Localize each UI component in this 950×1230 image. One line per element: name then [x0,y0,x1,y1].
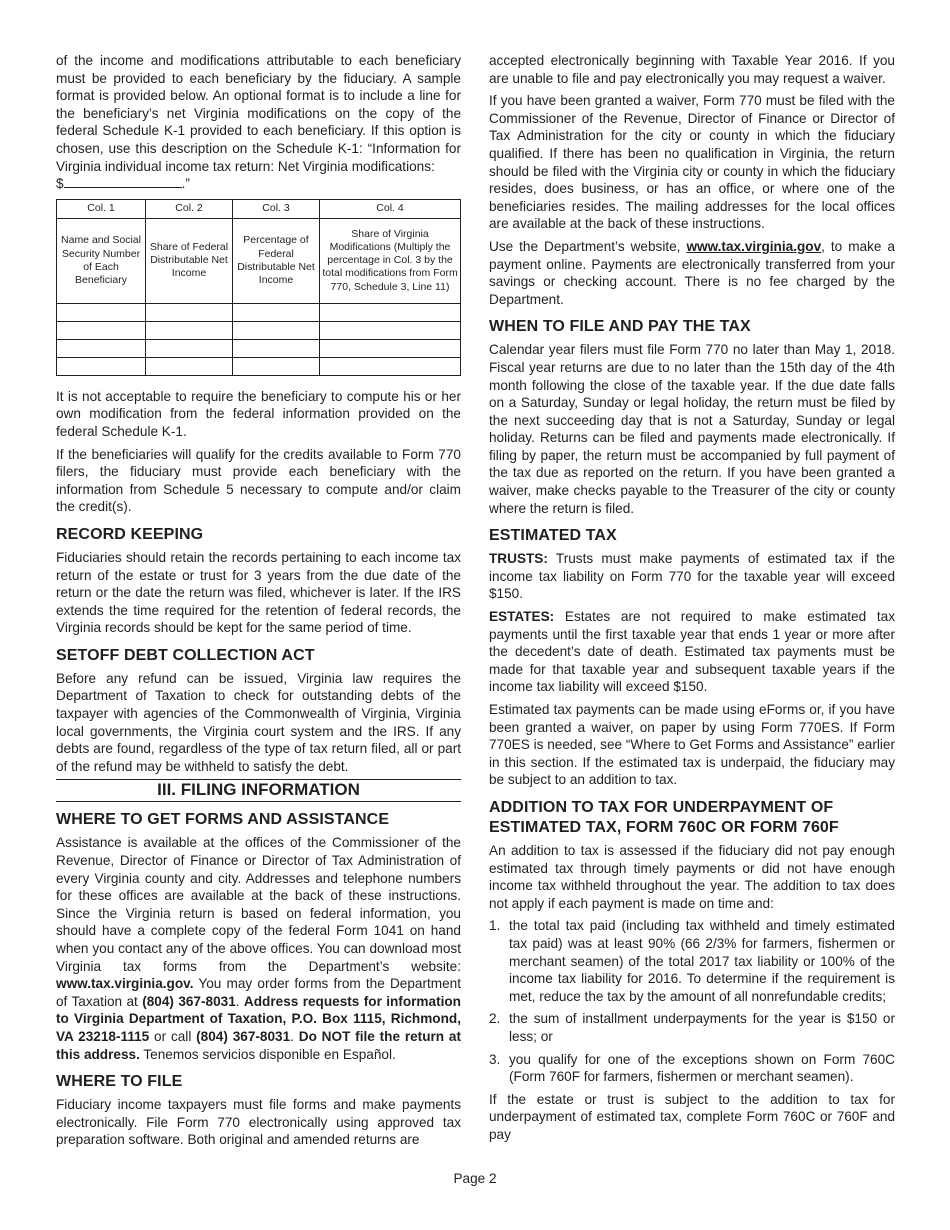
list-item: 1. the total tax paid (including tax withheld and timely estimated tax paid) was at least 90% (66 2/3% for farmers, fishermen or merchant seamen) of the total 2017 tax liability or 100% of the income tax liability for 2016. To determine if the requirement is met, reduce the tax by the amount of all nonrefundable credits; [489,918,895,1004]
setoff-paragraph: Before any refund can be issued, Virginia law requires the Department of Taxation to check for outstanding debts of the taxpayer with agencies of the Commonwealth of Virginia, Virginia local governments, the Virginia court system and the IRS. If any debts are found, regardless of the type of tax return filed, all or part of the refund may be withheld to satisfy the debt. [56,670,461,774]
phone-number: (804) 367-8031 [196,1028,291,1044]
table-header: Col. 2 [146,199,233,218]
table-col-description: Share of Virginia Modifications (Multiply the percentage in Col. 3 by the total modifications from Form 770, Schedule 3, Line 11) [320,218,461,303]
where-file-heading: WHERE TO FILE [56,1073,183,1091]
table-row [57,357,461,375]
table-col-description: Name and Social Security Number of Each Beneficiary [57,218,146,303]
left-column [56,52,461,1154]
record-keeping-paragraph: Fiduciaries should retain the records pertaining to each income tax return of the estate or trust for 3 years from the due date of the return or the date the return was filed, whichever is later. If the IRS extends the time required for the retention of federal records, the Virginia records should be kept for the same period of time. [56,549,461,636]
list-item: 3. you qualify for one of the exceptions shown on Form 760C (Form 760F for farmers, fishermen or merchant seamen). [489,1051,895,1085]
intro-paragraph: of the income and modifications attributable to each beneficiary must be provided to each beneficiary by the fiduciary. A sample format is provided below. An optional format is to include a line for the beneficiary’s net Virginia modifications on the copy of the federal Schedule K-1 provided to each beneficiary. If this option is chosen, use this description on the Schedule K-1: “Information for Virginia individual income tax return: Net Virginia modifications: $ .” [56,53,461,192]
table-row [57,321,461,339]
when-to-file-paragraph: Calendar year filers must file Form 770 no later than May 1, 2018. Fiscal year returns are due to no later than the 15th day of the 4th month following the close of the taxable year. If the due date falls on a Saturday, Sunday or legal holiday, the return must be filed by the next succeeding day that is not a Saturday, Sunday or legal holiday. Returns can be filed and payments made electronically. If filing by paper, the return must be accompanied by full payment of the tax due as reported on the return. If you have been granted a waiver, make checks payable to the Treasurer of the city or county where the return is filed. [489,342,895,516]
mailing-address: Address requests for information to Virginia Department of Taxation, P.O. Box 1115, Richmond, VA 23218-1115 [56,993,461,1044]
where-forms-heading: WHERE TO GET FORMS AND ASSISTANCE [56,811,390,829]
waiver-paragraph: If you have been granted a waiver, Form 770 must be filed with the Commissioner of the Revenue, Director of Finance or Director of Tax Administration for the city or county in which the fiduciary qualified. If there has been no qualification in Virginia, the return should be filed with the Virginia city or county in which the fiduciary resides, does business, or has an office, or where one of the beneficiaries resides. The mailing addresses for the local offices are available at the back of these instructions. [489,93,895,232]
website-link[interactable]: www.tax.virginia.gov [686,238,822,254]
website-paragraph: Use the Department’s website, www.tax.virginia.gov, to make a payment online. Payments are electronically transferred from your savings or checking account. There is no fee charged by the Department. [489,238,895,307]
right-column [489,52,895,1148]
table-col-description: Percentage of Federal Distributable Net Income [233,218,320,303]
continued-paragraph: accepted electronically beginning with Taxable Year 2016. If you are unable to file and pay electronically you may request a waiver. [489,53,895,86]
k1-sample-table [56,199,461,376]
table-col-description: Share of Federal Distributable Net Income [146,218,233,303]
website-text: www.tax.virginia.gov. [56,976,194,992]
estimated-payments-paragraph: Estimated tax payments can be made using eForms or, if you have been granted a waiver, on paper by using Form 770ES. If Form 770ES is needed, see “Where to Get Forms and Assistance” earlier in this section. If the estimated tax is underpaid, the fiduciary may be subject to an addition to tax. [489,702,895,788]
section-heading-filing-information: III. FILING INFORMATION [56,779,461,802]
table-header: Col. 1 [57,199,146,218]
list-item: 2. the sum of installment underpayments for the year is $150 or less; or [489,1011,895,1044]
addition-to-tax-paragraph: An addition to tax is assessed if the fiduciary did not pay enough estimated tax through timely payments or did not have enough income tax withheld throughout the year. The addition to tax does not apply if each payment is made on time and: [489,842,895,911]
trusts-paragraph: TRUSTS: Trusts must make payments of estimated tax if the income tax liability on Form 770 for the taxable year will exceed $150. [489,551,895,602]
not-acceptable-paragraph: It is not acceptable to require the beneficiary to compute his or her own modification from the federal information provided on the federal Schedule K-1. [56,388,461,439]
final-paragraph: If the estate or trust is subject to the addition to tax for underpayment of estimated tax, complete Form 760C or 760F and pay [489,1091,895,1142]
when-to-file-heading: WHEN TO FILE AND PAY THE TAX [489,318,751,336]
record-keeping-heading: RECORD KEEPING [56,525,204,543]
do-not-file-warning: Do NOT file the return at this address. [56,1028,461,1062]
addition-to-tax-heading: ADDITION TO TAX FOR UNDERPAYMENT OF ESTIMATED TAX, FORM 760C OR FORM 760F [489,798,839,836]
credits-paragraph: If the beneficiaries will qualify for the credits available to Form 770 filers, the fiduciary must provide each beneficiary with the information from Schedule 5 necessary to compute and/or claim the credit(s). [56,446,461,515]
where-forms-paragraph: Assistance is available at the offices of the Commissioner of the Revenue, Director of Finance or Director of Tax Administration of every Virginia county and city. Addresses and telephone numbers for these offices are available at the back of these instructions. Since the Virginia return is based on federal information, you should have a complete copy of the federal Form 1041 on hand when you contact any of the above offices. You can download most Virginia tax forms from the Department’s website: www.tax.virginia.gov. You may order forms from the Department of Taxation at (804) 367-8031. Address requests for information to Virginia Department of Taxation, P.O. Box 1115, Richmond, VA 23218-1115 or call (804) 367-8031. Do NOT file the return at this address. Tenemos servicios disponible en Español. [56,835,461,1062]
table-row [57,339,461,357]
where-file-paragraph: Fiduciary income taxpayers must file forms and make payments electronically. File Form 770 electronically using approved tax preparation software. Both original and amended returns are [56,1097,461,1148]
page-number: Page 2 [453,1171,497,1186]
estimated-tax-heading: ESTIMATED TAX [489,527,617,545]
table-header: Col. 3 [233,199,320,218]
estates-paragraph: ESTATES: Estates are not required to make estimated tax payments until the first taxable year that ends 1 year or more after the decedent’s date of death. Estimated tax payments must be made for that taxable year and subsequent taxable years if the income tax liability will exceed $150. [489,609,895,695]
phone-number: (804) 367-8031 [142,993,236,1009]
requirements-list [489,917,895,1085]
table-header: Col. 4 [320,199,461,218]
table-row [57,303,461,321]
setoff-heading: SETOFF DEBT COLLECTION ACT [56,646,315,664]
blank-amount-line [64,175,182,188]
